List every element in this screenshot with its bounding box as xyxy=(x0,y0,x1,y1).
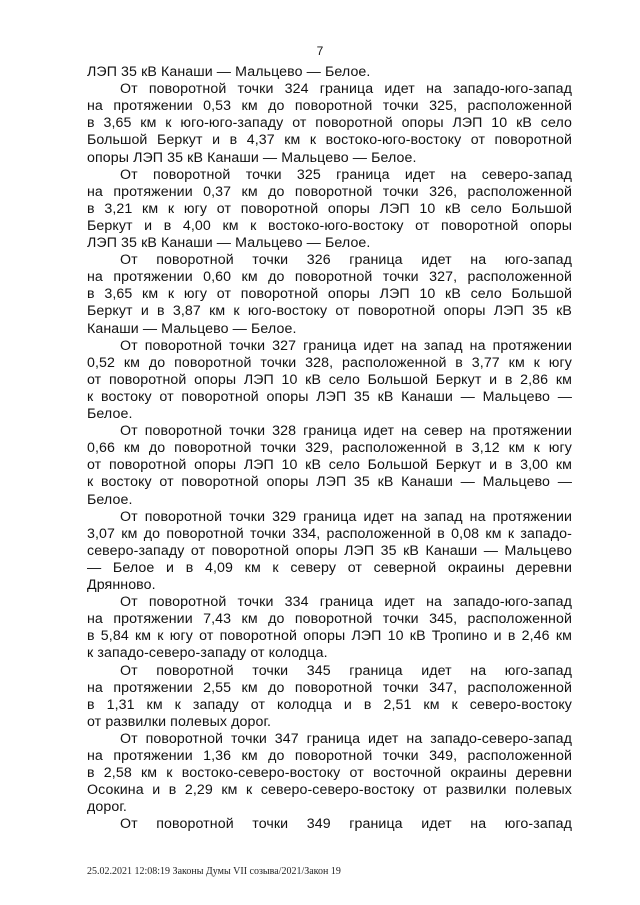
text-line: Беркут и в 4,00 км к востоко-юго-востоку от поворотной опоры xyxy=(87,217,572,234)
text-line: От поворотной точки 329 граница идет на запад на протяжении xyxy=(120,508,572,525)
page-number: 7 xyxy=(316,44,324,58)
text-line: От поворотной точки 324 граница идет на западо-юго-запад xyxy=(120,81,572,98)
text-line: От поворотной точки 328 граница идет на север на протяжении xyxy=(120,423,572,440)
text-line: — Белое и в 4,09 км к северу от северной окраины деревни xyxy=(87,559,572,576)
text-line: северо-западу от поворотной опоры ЛЭП 35 кВ Канаши — Мальцево xyxy=(87,542,572,559)
text-line: к западо-северо-западу от колодца. xyxy=(87,645,328,662)
text-line: ЛЭП 35 кВ Канаши — Мальцево — Белое. xyxy=(87,235,371,251)
text-line: в 3,65 км к юго-юго-западу от поворотной опоры ЛЭП 10 кВ село xyxy=(87,115,572,132)
text-line: в 3,21 км к югу от поворотной опоры ЛЭП 10 кВ село Большой xyxy=(87,200,572,217)
text-line: Белое. xyxy=(87,491,133,508)
text-line: От поворотной точки 347 граница идет на западо-северо-запад xyxy=(120,730,572,747)
text-line: От поворотной точки 345 граница идет на юго-запад xyxy=(120,662,572,679)
text-line: Осокина и в 2,29 км к северо-северо-востоку от развилки полевых xyxy=(87,782,572,799)
page-footer: 25.02.2021 12:08:19 Законы Думы VII созыва/2021/Закон 19 xyxy=(87,866,341,877)
text-line: Беркут и в 3,87 км к юго-востоку от поворотной опоры ЛЭП 35 кВ xyxy=(87,303,572,320)
text-line: на протяжении 0,37 км до поворотной точки 326, расположенной xyxy=(87,183,572,200)
text-line: ЛЭП 35 кВ Канаши — Мальцево — Белое. xyxy=(87,64,371,80)
text-line: от поворотной опоры ЛЭП 10 кВ село Большой Беркут и в 3,00 км xyxy=(87,457,572,474)
text-line: на протяжении 0,60 км до поворотной точки 327, расположенной xyxy=(87,269,572,286)
text-line: в 1,31 км к западу от колодца и в 2,51 км к северо-востоку xyxy=(87,696,572,713)
text-line: на протяжении 7,43 км до поворотной точки 345, расположенной xyxy=(87,611,572,628)
text-line: Канаши — Мальцево — Белое. xyxy=(87,320,297,337)
text-line: к востоку от поворотной опоры ЛЭП 35 кВ Канаши — Мальцево — xyxy=(87,474,572,491)
text-line: Дрянново. xyxy=(87,577,156,593)
text-line: к востоку от поворотной опоры ЛЭП 35 кВ Канаши — Мальцево — xyxy=(87,388,572,405)
text-line: на протяжении 1,36 км до поворотной точки 349, расположенной xyxy=(87,748,572,764)
text-line: в 2,58 км к востоко-северо-востоку от восточной окраины деревни xyxy=(87,765,572,782)
text-line: в 3,65 км к югу от поворотной опоры ЛЭП 10 кВ село Большой xyxy=(87,286,572,303)
text-line: в 5,84 км к югу от поворотной опоры ЛЭП 10 кВ Тропино и в 2,46 км xyxy=(87,628,572,645)
text-line: 3,07 км до поворотной точки 334, расположенной в 0,08 км к западо- xyxy=(87,525,572,542)
text-line: на протяжении 0,53 км до поворотной точки 325, расположенной xyxy=(87,98,572,115)
text-line: От поворотной точки 349 граница идет на юго-запад xyxy=(120,816,572,833)
text-line: дорог. xyxy=(87,799,127,816)
text-line: от развилки полевых дорог. xyxy=(87,713,272,730)
text-line: Белое. xyxy=(87,406,133,422)
text-line: От поворотной точки 326 граница идет на юго-запад xyxy=(120,252,572,269)
text-line: 0,66 км до поворотной точки 329, расположенной в 3,12 км к югу xyxy=(87,440,572,457)
text-line: от поворотной опоры ЛЭП 10 кВ село Большой Беркут и в 2,86 км xyxy=(87,371,572,388)
text-line: опоры ЛЭП 35 кВ Канаши — Мальцево — Белое. xyxy=(87,149,417,166)
text-line: Большой Беркут и в 4,37 км к востоко-юго-востоку от поворотной xyxy=(87,132,572,149)
text-line: 0,52 км до поворотной точки 328, расположенной в 3,77 км к югу xyxy=(87,354,572,371)
text-line: на протяжении 2,55 км до поворотной точки 347, расположенной xyxy=(87,679,572,696)
text-line: От поворотной точки 334 граница идет на западо-юго-запад xyxy=(120,594,572,611)
text-line: От поворотной точки 325 граница идет на северо-запад xyxy=(120,166,572,183)
text-line: От поворотной точки 327 граница идет на запад на протяжении xyxy=(120,337,572,354)
